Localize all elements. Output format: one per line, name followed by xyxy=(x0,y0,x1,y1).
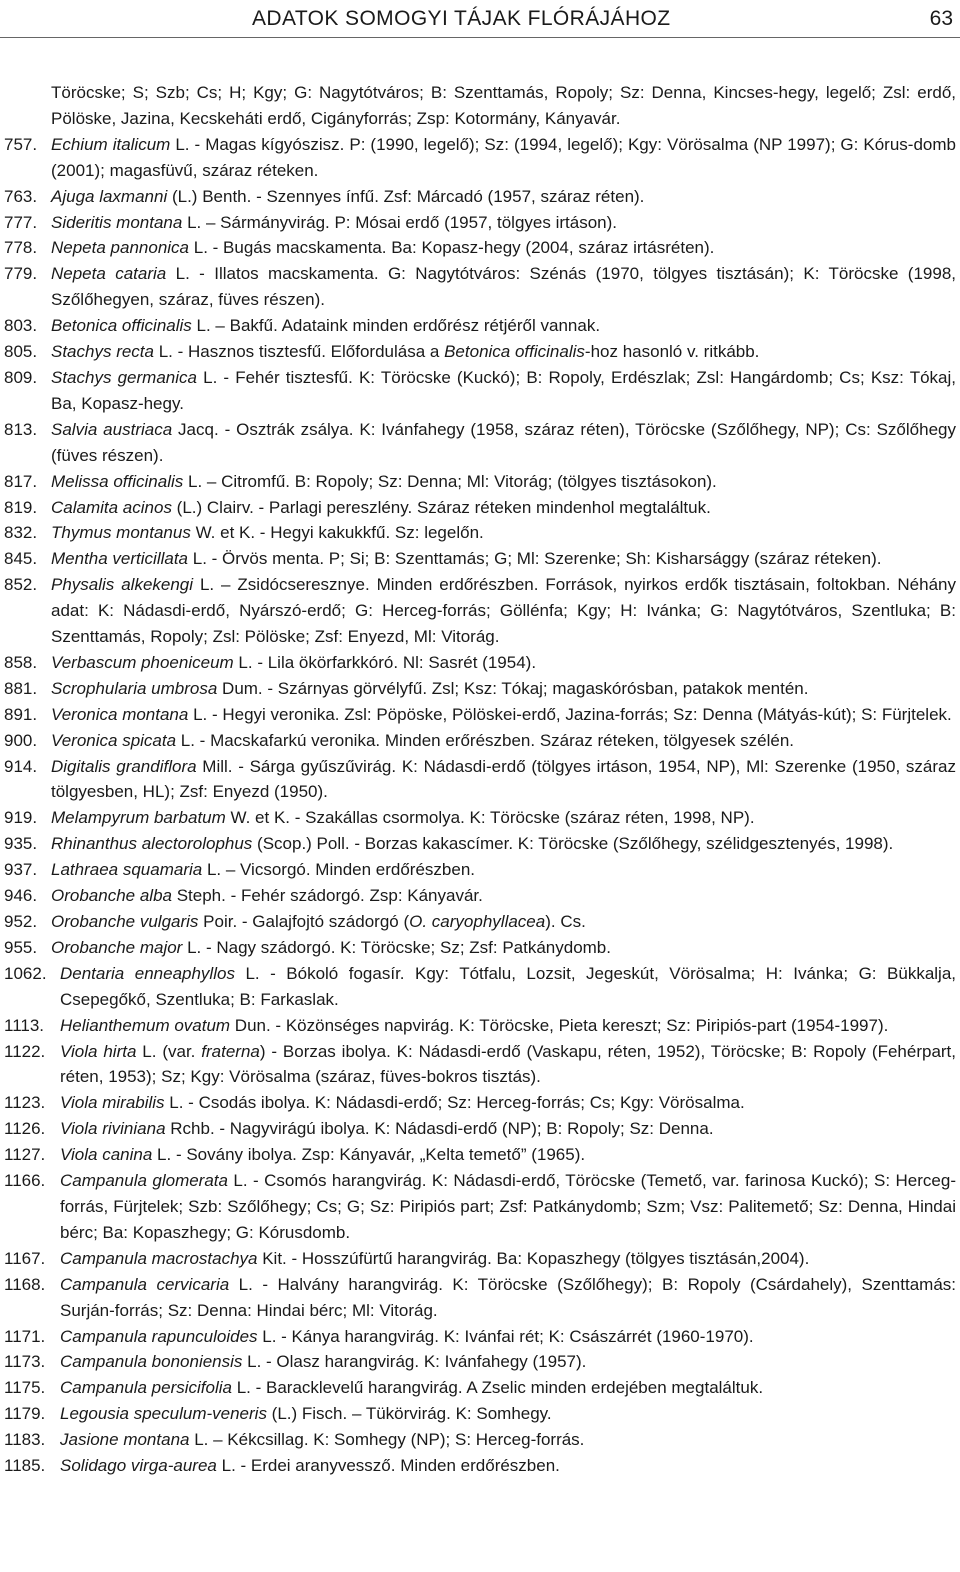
entry-number: 832. xyxy=(4,523,38,543)
species-entry xyxy=(0,1401,960,1427)
running-title: ADATOK SOMOGYI TÁJAK FLÓRÁJÁHOZ xyxy=(252,7,671,30)
entry-number: 1062. xyxy=(4,963,47,983)
entry-text: L. - Olasz harangvirág. K: Ivánfahegy (1957). xyxy=(242,1352,587,1372)
scientific-name: Viola riviniana xyxy=(60,1119,166,1139)
scientific-name: Nepeta pannonica xyxy=(51,238,190,258)
scientific-name: O. caryophyllacea xyxy=(409,912,546,931)
scientific-name: Campanula persicifolia xyxy=(60,1378,232,1398)
entry-text: Dum. - Szárnyas görvélyfű. Zsl; Ksz: Tókaj; magaskórósban, patakok mentén. xyxy=(217,678,809,698)
entry-number: 779. xyxy=(4,264,38,284)
species-entry xyxy=(0,909,960,935)
scientific-name: Verbascum phoeniceum xyxy=(51,652,234,672)
entry-number: 805. xyxy=(4,342,38,362)
entry-text: W. et K. - Hegyi kakukkfű. Sz: legelőn. xyxy=(190,523,484,543)
entry-number: 1183. xyxy=(4,1430,46,1450)
intro-paragraph: Töröcske; S; Szb; Cs; H; Kgy; G: Nagytótváros; B: Szenttamás, Ropoly; Sz: Denna, Kincses-hegy, legelő; Zsl: erdő, Pölöske, Jazina, Kecskeháti erdő, Cigányforrás; Zsp: Kotormány, Kányavár. xyxy=(51,83,956,128)
entry-text: Jacq. - Osztrák zsálya. K: Ivánfahegy (1958, száraz réten), Töröcske (Szőlőhegy, NP); Cs: Szőlőhegy (füves részen). xyxy=(51,419,956,465)
scientific-name: Campanula glomerata xyxy=(60,1171,228,1191)
entry-text: Kit. - Hosszúfürtű harangvirág. Ba: Kopaszhegy (tölgyes tisztásán,2004). xyxy=(257,1248,810,1268)
species-entry xyxy=(0,546,960,572)
scientific-name: Orobanche major xyxy=(51,937,183,957)
entry-number: 1166. xyxy=(4,1171,46,1191)
entry-text: L. - Sovány ibolya. Zsp: Kányavár, „Kelta temető” (1965). xyxy=(152,1145,586,1165)
entry-text: L. - Hegyi veronika. Zsl: Pöpöske, Pölöskei-erdő, Jazina-forrás; Sz: Denna (Mátyás-kút); S: Fürjtelek. xyxy=(188,704,952,724)
scientific-name: Stachys germanica xyxy=(51,367,197,387)
species-entry xyxy=(0,313,960,339)
entry-text: ). Cs. xyxy=(545,912,586,931)
entry-number: 1127. xyxy=(4,1145,46,1165)
scientific-name: Jasione montana xyxy=(60,1430,190,1450)
scientific-name: Melissa officinalis xyxy=(51,471,184,491)
entry-text: L. - Baracklevelű harangvirág. A Zselic minden erdejében megtaláltuk. xyxy=(231,1378,764,1398)
scientific-name: Campanula bononiensis xyxy=(60,1352,243,1372)
entry-number: 1123. xyxy=(4,1093,46,1113)
entry-number: 900. xyxy=(4,730,38,750)
scientific-name: Veronica montana xyxy=(51,704,189,724)
entry-number: 1126. xyxy=(4,1119,46,1139)
species-entry xyxy=(0,857,960,883)
entry-number: 813. xyxy=(4,419,38,439)
entry-number: 881. xyxy=(4,678,38,698)
scientific-name: Melampyrum barbatum xyxy=(51,808,226,828)
scientific-name: Orobanche vulgaris xyxy=(51,912,199,931)
entry-text: L. - Csomós harangvirág. K: Nádasdi-erdő, Töröcske (Temető, var. farinosa Kuckó); S: Herceg-forrás, Fürjtelek; Szb: Szőlőhegy; Cs; G; Sz: Piripiós part; Zsf: Patkánydomb; Szm; Vsz: Palitemető; Sz: Denna, Hindai bérc; Ba: Kopaszhegy; G: Kórusdomb. xyxy=(60,1171,956,1242)
species-entry xyxy=(0,1168,960,1246)
scientific-name: Campanula cervicaria xyxy=(60,1274,230,1294)
species-entry xyxy=(0,754,960,806)
scientific-name: Rhinanthus alectorolophus xyxy=(51,834,253,854)
entry-text: L. - Bókoló fogasír. Kgy: Tótfalu, Lozsit, Jegeskút, Vörösalma; H: Ivánka; G: Bükkalja, Csepegőkő, Szentluka; B: Farkaslak. xyxy=(60,963,956,1009)
scientific-name: fraterna xyxy=(201,1041,260,1061)
species-entry xyxy=(0,1375,960,1401)
entry-text: Mill. - Sárga gyűszűvirág. K: Nádasdi-erdő (tölgyes irtáson, 1954, NP), Ml: Szerenke (1950, száraz tölgyesben, HL); Zsf: Enyezd (1950). xyxy=(51,756,956,802)
page-number: 63 xyxy=(929,7,953,30)
scientific-name: Dentaria enneaphyllos xyxy=(60,963,235,983)
species-entry xyxy=(0,728,960,754)
species-entry xyxy=(0,676,960,702)
entry-number: 1122. xyxy=(4,1041,46,1061)
entry-number: 1171. xyxy=(4,1326,46,1346)
entry-number: 1185. xyxy=(4,1456,46,1476)
entry-number: 817. xyxy=(4,471,38,491)
entry-text: L. - Nagy szádorgó. K: Töröcske; Sz; Zsf: Patkánydomb. xyxy=(182,937,611,957)
entry-text: L. - Örvös menta. P; Si; B: Szenttamás; G; Ml: Szerenke; Sh: Kisharsággy (száraz réteken). xyxy=(188,549,882,569)
entry-number: 937. xyxy=(4,860,38,880)
entry-text: L. - Bugás macskamenta. Ba: Kopasz-hegy (2004, száraz irtásréten). xyxy=(189,238,715,258)
scientific-name: Viola mirabilis xyxy=(60,1093,165,1113)
species-entry xyxy=(0,1324,960,1350)
entry-number: 757. xyxy=(4,134,38,154)
scientific-name: Orobanche alba xyxy=(51,886,172,906)
species-entry xyxy=(0,1116,960,1142)
species-entry xyxy=(0,210,960,236)
entry-text: (L.) Benth. - Szennyes ínfű. Zsf: Márcadó (1957, száraz réten). xyxy=(167,186,645,206)
entry-number: 763. xyxy=(4,186,38,206)
entry-text: L. – Sármányvirág. P: Mósai erdő (1957, tölgyes irtáson). xyxy=(182,212,617,232)
species-entry xyxy=(0,417,960,469)
entry-text: L. - Lila ökörfarkkóró. Nl: Sasrét (1954). xyxy=(233,652,537,672)
species-entry xyxy=(0,235,960,261)
entry-text: L. - Csodás ibolya. K: Nádasdi-erdő; Sz: Herceg-forrás; Cs; Kgy: Vörösalma. xyxy=(164,1093,745,1113)
scientific-name: Legousia speculum-veneris xyxy=(60,1404,267,1424)
entry-number: 777. xyxy=(4,212,38,232)
species-entry xyxy=(0,961,960,1013)
scientific-name: Thymus montanus xyxy=(51,523,191,543)
entry-number: 1173. xyxy=(4,1352,46,1372)
species-list xyxy=(0,80,960,1479)
species-entry xyxy=(0,1427,960,1453)
entry-number: 1175. xyxy=(4,1378,46,1398)
entry-number: 1168. xyxy=(4,1274,46,1294)
entry-text: L. – Kékcsillag. K: Somhegy (NP); S: Herceg-forrás. xyxy=(189,1430,585,1450)
entry-text: (L.) Fisch. – Tükörvirág. K: Somhegy. xyxy=(266,1404,552,1424)
entry-number: 778. xyxy=(4,238,38,258)
entry-text: L. - Macskafarkú veronika. Minden erőrészben. Száraz réteken, tölgyesek szélén. xyxy=(176,730,795,750)
species-entry xyxy=(0,1272,960,1324)
entry-text: L. - Magas kígyószisz. P: (1990, legelő); Sz: (1994, legelő); Kgy: Vörösalma (NP 1997); G: Kórus-domb (2001); magasfüvű, száraz réteken. xyxy=(51,134,956,180)
species-entry xyxy=(0,1039,960,1091)
entry-number: 919. xyxy=(4,808,38,828)
species-entry xyxy=(0,261,960,313)
entry-text: L. (var. xyxy=(136,1041,202,1061)
entry-number: 935. xyxy=(4,834,38,854)
entry-text: Rchb. - Nagyvirágú ibolya. K: Nádasdi-erdő (NP); B: Ropoly; Sz: Denna. xyxy=(165,1119,714,1139)
entry-text: Steph. - Fehér szádorgó. Zsp: Kányavár. xyxy=(171,886,483,906)
species-entry xyxy=(0,1142,960,1168)
scientific-name: Ajuga laxmanni xyxy=(51,186,168,206)
entry-text: (Scop.) Poll. - Borzas kakascímer. K: Töröcske (Szőlőhegy, szélidgesztenyés, 1998). xyxy=(252,834,894,854)
scientific-name: Viola canina xyxy=(60,1145,153,1165)
entry-text: L. – Vicsorgó. Minden erdőrészben. xyxy=(202,860,476,880)
entry-number: 1179. xyxy=(4,1404,46,1424)
entry-number: 946. xyxy=(4,886,38,906)
species-entry xyxy=(0,702,960,728)
entry-number: 845. xyxy=(4,549,38,569)
scientific-name: Sideritis montana xyxy=(51,212,183,232)
entry-text: L. - Kánya harangvirág. K: Ivánfai rét; K: Császárrét (1960-1970). xyxy=(257,1326,754,1346)
scientific-name: Calamita acinos xyxy=(51,497,172,517)
entry-number: 803. xyxy=(4,316,38,336)
scientific-name: Echium italicum xyxy=(51,134,171,154)
scientific-name: Nepeta cataria xyxy=(51,264,167,284)
entry-text: L. - Halvány harangvirág. K: Töröcske (Szőlőhegy); B: Ropoly (Csárdahely), Szenttamás: Surján-forrás; Sz: Denna: Hindai bérc; Ml: Vitorág. xyxy=(60,1274,956,1320)
entry-text: L. - Hasznos tisztesfű. Előfordulása a xyxy=(154,342,445,362)
entry-text: L. - Illatos macskamenta. G: Nagytótváros: Szénás (1970, tölgyes tisztásán); K: Töröcske (1998, Szőlőhegyen, száraz, füves részen). xyxy=(51,264,956,310)
scientific-name: Mentha verticillata xyxy=(51,549,189,569)
species-entry xyxy=(0,1090,960,1116)
entry-number: 852. xyxy=(4,575,38,595)
scientific-name: Viola hirta xyxy=(60,1041,137,1061)
entry-text: L. – Zsidócseresznye. Minden erdőrészben. Források, nyirkos erdők tisztásain, foltokban. Néhány adat: K: Nádasdi-erdő, Nyárszó-erdő; G: Herceg-forrás; Göllénfa; Kgy; H: Ivánka; G: Nagytótváros, Szentluka; B: Szenttamás, Ropoly; Zsl: Pölöske; Zsf: Enyezd, Ml: Vitorág. xyxy=(51,575,956,647)
entry-number: 955. xyxy=(4,937,38,957)
species-entry xyxy=(0,520,960,546)
species-entry xyxy=(0,831,960,857)
species-entry xyxy=(0,1246,960,1272)
scientific-name: Betonica officinalis xyxy=(51,316,192,336)
species-entry xyxy=(0,1349,960,1375)
species-entry xyxy=(0,184,960,210)
scientific-name: Stachys recta xyxy=(51,342,154,362)
species-entry xyxy=(0,572,960,650)
header-rule xyxy=(0,37,960,38)
species-entry xyxy=(0,935,960,961)
entry-text: -hoz hasonló v. ritkább. xyxy=(584,342,760,362)
species-entry xyxy=(0,805,960,831)
scientific-name: Salvia austriaca xyxy=(51,419,173,439)
scientific-name: Campanula macrostachya xyxy=(60,1248,258,1268)
entry-text: Poir. - Galajfojtó szádorgó ( xyxy=(198,912,410,931)
entry-text: Dun. - Közönséges napvirág. K: Töröcske, Pieta kereszt; Sz: Piripiós-part (1954-1997). xyxy=(230,1015,889,1035)
entry-number: 819. xyxy=(4,497,38,517)
species-entry xyxy=(0,132,960,184)
species-entry xyxy=(0,883,960,909)
species-entry xyxy=(0,495,960,521)
entry-text: ) - Borzas ibolya. K: Nádasdi-erdő (Vaskapu, réten, 1952), Töröcske; B: Ropoly (Fehérpart, réten, 1953); Sz; Kgy: Vörösalma (száraz, füves-bokros tisztás). xyxy=(60,1041,957,1087)
scientific-name: Betonica officinalis xyxy=(444,342,585,362)
entry-text: (L.) Clairv. - Parlagi pereszlény. Száraz réteken mindenhol megtaláltuk. xyxy=(171,497,711,517)
species-entry xyxy=(0,1013,960,1039)
scientific-name: Physalis alkekengi xyxy=(51,575,194,595)
entry-number: 914. xyxy=(4,756,38,776)
scientific-name: Veronica spicata xyxy=(51,730,177,750)
scientific-name: Solidago virga-aurea xyxy=(60,1456,217,1476)
entry-number: 858. xyxy=(4,652,38,672)
scientific-name: Digitalis grandiflora xyxy=(51,756,197,776)
species-entry xyxy=(0,365,960,417)
entry-text: W. et K. - Szakállas csormolya. K: Töröcske (száraz réten, 1998, NP). xyxy=(225,808,755,828)
entry-number: 891. xyxy=(4,704,38,724)
entry-number: 1113. xyxy=(4,1015,45,1035)
scientific-name: Helianthemum ovatum xyxy=(60,1015,231,1035)
species-entry xyxy=(0,1453,960,1479)
page-header xyxy=(0,0,960,38)
entry-number: 809. xyxy=(4,367,38,387)
entry-number: 1167. xyxy=(4,1248,46,1268)
entry-text: L. - Erdei aranyvessző. Minden erdőrészben. xyxy=(216,1456,560,1476)
scientific-name: Lathraea squamaria xyxy=(51,860,203,880)
scientific-name: Campanula rapunculoides xyxy=(60,1326,258,1346)
entry-text: L. – Bakfű. Adataink minden erdőrész rétjéről vannak. xyxy=(191,316,601,336)
entry-text: L. – Citromfű. B: Ropoly; Sz: Denna; Ml: Vitorág; (tölgyes tisztásokon). xyxy=(183,471,717,491)
entry-text: L. - Fehér tisztesfű. K: Töröcske (Kuckó); B: Ropoly, Erdészlak; Zsl: Hangárdomb; Cs; Ksz: Tókaj, Ba, Kopasz-hegy. xyxy=(51,367,956,413)
species-entry xyxy=(0,339,960,365)
entry-number: 952. xyxy=(4,912,38,931)
species-entry xyxy=(0,469,960,495)
species-entry xyxy=(0,650,960,676)
scientific-name: Scrophularia umbrosa xyxy=(51,678,218,698)
